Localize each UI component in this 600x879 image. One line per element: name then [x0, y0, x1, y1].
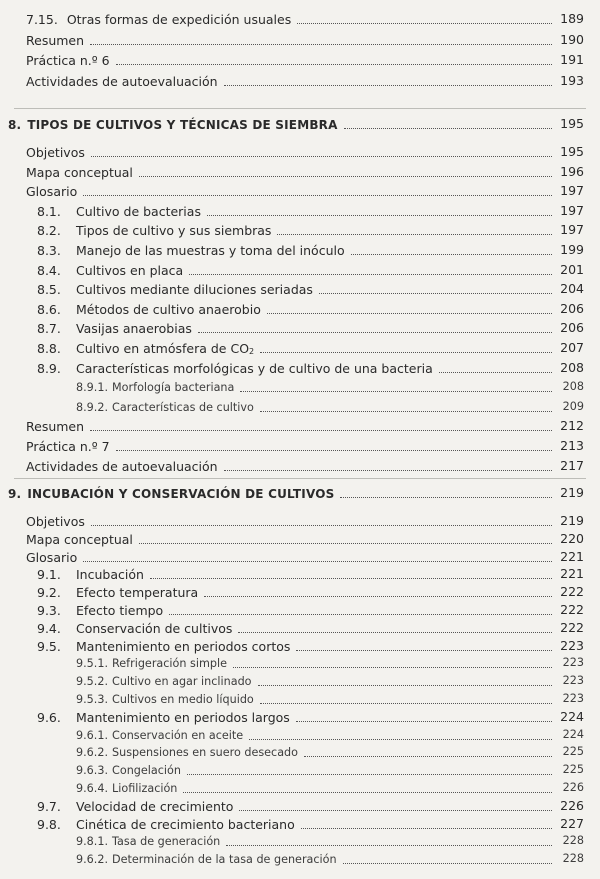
section-title: Práctica n.º 7 — [26, 439, 110, 454]
section-title: Actividades de autoevaluación — [26, 458, 218, 474]
toc-label — [37, 799, 233, 815]
toc-entry[interactable] — [0, 815, 600, 833]
dot-leader — [343, 863, 552, 864]
toc-label — [76, 380, 234, 396]
toc-label — [37, 361, 433, 377]
toc-label — [37, 263, 183, 279]
toc-entry[interactable] — [0, 143, 600, 161]
toc-label — [37, 817, 295, 833]
section-number: 9.6. — [37, 709, 61, 725]
page-number: 224 — [562, 727, 584, 741]
toc-entry[interactable] — [0, 221, 600, 239]
section-title: Mantenimiento en periodos largos — [76, 709, 290, 725]
page-number: 228 — [562, 852, 584, 866]
section-title: Cinética de crecimiento bacteriano — [76, 816, 295, 832]
dot-leader — [207, 215, 552, 216]
toc-entry[interactable] — [0, 378, 600, 396]
toc-label — [37, 243, 345, 259]
page-number: 206 — [560, 320, 584, 336]
toc-label — [26, 514, 85, 530]
dot-leader — [258, 685, 552, 686]
toc-label — [37, 567, 144, 583]
page-number: 208 — [562, 380, 584, 394]
chapter-divider — [14, 478, 586, 479]
dot-leader — [319, 293, 552, 294]
section-title: Objetivos — [26, 145, 85, 160]
dot-leader — [296, 721, 552, 722]
dot-leader — [260, 352, 552, 353]
page-number: 213 — [560, 438, 584, 453]
section-number: 9.5.2. — [76, 675, 109, 689]
section-title: Glosario — [26, 184, 78, 200]
toc-entry[interactable] — [0, 797, 600, 815]
page-number: 221 — [560, 566, 584, 582]
toc-entry[interactable] — [0, 654, 600, 672]
dot-leader — [240, 391, 552, 392]
toc-label — [26, 53, 110, 69]
section-title: Objetivos — [26, 514, 85, 529]
section-title: Cultivos mediante diluciones seriadas — [76, 282, 313, 298]
section-title: Resumen — [26, 419, 85, 435]
toc-label — [37, 204, 201, 220]
section-title: Liofilización — [112, 782, 178, 795]
page-number: 219 — [560, 513, 584, 528]
toc-label — [8, 486, 334, 502]
toc-label — [26, 145, 85, 161]
section-title: Otras formas de expedición usuales — [66, 12, 292, 27]
dot-leader — [116, 450, 552, 451]
toc-entry[interactable] — [0, 832, 600, 850]
dot-leader — [277, 234, 552, 235]
page-number: 223 — [562, 656, 584, 670]
dot-leader — [139, 176, 552, 177]
toc-entry[interactable] — [0, 359, 600, 377]
dot-leader — [297, 23, 552, 24]
dot-leader — [187, 774, 552, 775]
dot-leader — [260, 703, 552, 704]
section-title: Morfología bacteriana — [112, 381, 235, 395]
toc-entry[interactable] — [0, 761, 600, 779]
section-title: Cultivos en placa — [76, 262, 184, 278]
section-number: 8.9. — [37, 360, 61, 376]
toc-label — [37, 282, 313, 298]
section-title: Velocidad de crecimiento — [76, 798, 234, 814]
section-number: 9.5. — [37, 638, 61, 654]
section-title: Vasijas anaerobias — [76, 321, 192, 337]
section-title: Práctica n.º 6 — [26, 53, 110, 68]
chapter-heading[interactable] — [0, 484, 600, 502]
toc-label — [37, 585, 198, 601]
dot-leader — [344, 128, 552, 129]
section-number: 7.15. — [26, 12, 58, 27]
section-number: 9.4. — [37, 620, 61, 636]
dot-leader — [296, 650, 552, 651]
toc-entry[interactable] — [0, 672, 600, 690]
page-number: 195 — [560, 116, 584, 131]
toc-label — [26, 12, 291, 28]
section-title: Refrigeración simple — [112, 657, 227, 671]
toc-entry[interactable] — [0, 241, 600, 259]
page-number: 224 — [560, 708, 584, 724]
dot-leader — [301, 828, 552, 829]
toc-label — [76, 745, 298, 761]
dot-leader — [204, 596, 552, 597]
page-number: 204 — [560, 281, 584, 297]
page-number: 199 — [560, 242, 584, 257]
section-title: Congelación — [112, 764, 181, 778]
toc-label — [26, 165, 133, 181]
dot-leader — [233, 667, 552, 668]
toc-label — [37, 321, 192, 337]
section-title: Resumen — [26, 32, 85, 48]
page-number: 193 — [560, 72, 584, 88]
toc-entry[interactable] — [0, 417, 600, 435]
dot-leader — [304, 756, 552, 757]
section-number: 9.6.2. — [76, 853, 109, 867]
toc-entry[interactable] — [0, 512, 600, 530]
section-title: Conservación en aceite — [112, 728, 244, 742]
toc-entry[interactable] — [0, 339, 600, 357]
section-number: 9.8. — [37, 816, 61, 832]
dot-leader — [239, 810, 552, 811]
toc-label — [76, 852, 337, 868]
page-number: 220 — [560, 530, 584, 546]
page-number: 197 — [560, 222, 584, 238]
co2-subscript: 2 — [249, 347, 255, 356]
section-number: 8.8. — [37, 341, 61, 356]
section-title: Cultivo en agar inclinado — [112, 675, 252, 689]
page-number: 190 — [560, 31, 584, 47]
chapter-heading[interactable] — [0, 115, 600, 133]
toc-label — [76, 834, 220, 850]
section-number: 8. — [8, 118, 22, 132]
toc-entry[interactable] — [0, 280, 600, 298]
dot-leader — [91, 525, 552, 526]
page-number: 196 — [560, 163, 584, 179]
page-number: 201 — [560, 261, 584, 277]
section-number: 9.2. — [37, 585, 61, 601]
toc-label — [8, 117, 338, 133]
dot-leader — [267, 313, 552, 314]
page-number: 195 — [560, 144, 584, 159]
section-number: 8.9.1. — [76, 381, 109, 395]
section-title: Determinación de la tasa de generación — [112, 853, 337, 867]
toc-entry[interactable] — [0, 583, 600, 601]
toc-label — [76, 674, 252, 690]
section-title: Mantenimiento en periodos cortos — [76, 638, 291, 654]
section-title: Efecto temperatura — [76, 585, 199, 601]
page-number: 223 — [562, 674, 584, 688]
toc-label — [37, 710, 290, 726]
chapter-divider — [14, 108, 586, 109]
dot-leader — [83, 195, 552, 196]
page-number: 197 — [560, 183, 584, 199]
toc-label — [26, 419, 84, 435]
section-number: 8.4. — [37, 262, 61, 278]
page-number: 226 — [562, 781, 584, 794]
dot-leader — [83, 561, 552, 562]
dot-leader — [189, 274, 552, 275]
section-title: Cultivo de bacterias — [76, 203, 201, 219]
section-number: 8.5. — [37, 282, 61, 298]
dot-leader — [116, 64, 552, 65]
section-title: Tipos de cultivo y sus siembras — [76, 223, 272, 239]
toc-label — [76, 656, 227, 672]
section-title: Cultivo en atmósfera de CO — [76, 341, 250, 356]
page-number: 222 — [560, 619, 584, 635]
toc-label — [76, 692, 254, 708]
toc-label — [37, 603, 163, 619]
toc-entry[interactable] — [0, 398, 600, 416]
toc-entry[interactable] — [0, 690, 600, 708]
page-number: 206 — [560, 300, 584, 316]
section-title: Tasa de generación — [112, 835, 221, 849]
toc-label — [76, 728, 243, 744]
page-number: 191 — [560, 52, 584, 67]
section-title: TIPOS DE CULTIVOS Y TÉCNICAS DE SIEMBRA — [27, 118, 338, 132]
dot-leader — [150, 578, 552, 579]
toc-label — [26, 33, 84, 49]
section-title: Glosario — [26, 549, 78, 565]
dot-leader — [224, 470, 552, 471]
section-number: 9.6.3. — [76, 764, 109, 778]
dot-leader — [183, 792, 552, 793]
section-number: 8.1. — [37, 203, 61, 219]
section-number: 8.7. — [37, 321, 61, 337]
dot-leader — [340, 497, 552, 498]
section-number: 8.3. — [37, 243, 61, 258]
toc-label — [26, 459, 218, 475]
toc-entry[interactable] — [0, 72, 600, 90]
toc-entry[interactable] — [0, 31, 600, 49]
dot-leader — [260, 411, 552, 412]
page-number: 212 — [560, 418, 584, 434]
dot-leader — [439, 372, 552, 373]
page-number: 207 — [560, 340, 584, 355]
page-number: 223 — [560, 637, 584, 653]
toc-label — [26, 439, 110, 455]
toc-entry[interactable] — [0, 182, 600, 200]
toc-entry[interactable] — [0, 530, 600, 548]
toc-label — [76, 400, 254, 416]
page-number: 217 — [560, 457, 584, 473]
toc-entry[interactable] — [0, 708, 600, 726]
section-number: 9.7. — [37, 798, 61, 814]
section-title: Mapa conceptual — [26, 164, 133, 180]
toc-entry[interactable] — [0, 437, 600, 455]
toc-entry[interactable] — [0, 261, 600, 279]
toc-entry[interactable] — [0, 163, 600, 181]
toc-label — [76, 781, 177, 797]
toc-label — [37, 302, 261, 318]
section-title: Efecto tiempo — [76, 603, 164, 618]
page-number: 222 — [560, 584, 584, 600]
section-number: 8.6. — [37, 301, 61, 317]
dot-leader — [226, 845, 552, 846]
section-title: Incubación — [76, 567, 144, 583]
section-number: 9.8.1. — [76, 835, 109, 849]
dot-leader — [90, 430, 552, 431]
dot-leader — [351, 254, 552, 255]
section-number: 9.6.1. — [76, 728, 109, 742]
page-number: 197 — [560, 202, 584, 218]
section-title: Métodos de cultivo anaerobio — [76, 301, 261, 317]
dot-leader — [249, 739, 552, 740]
section-title: Manejo de las muestras y toma del inóculo — [76, 243, 345, 258]
section-title: Características de cultivo — [112, 400, 254, 414]
section-number: 9.5.3. — [76, 693, 109, 706]
section-number: 8.2. — [37, 223, 61, 239]
dot-leader — [198, 332, 552, 333]
dot-leader — [224, 85, 552, 86]
toc-label — [26, 550, 77, 566]
section-title: Conservación de cultivos — [76, 620, 233, 636]
toc-entry[interactable] — [0, 319, 600, 337]
toc-entry[interactable] — [0, 743, 600, 761]
dot-leader — [238, 632, 552, 633]
section-number: 9.6.2. — [76, 746, 109, 760]
section-number: 9. — [8, 487, 22, 501]
toc-entry[interactable] — [0, 457, 600, 475]
toc-label — [26, 184, 77, 200]
section-number: 8.9.2. — [76, 400, 109, 414]
page-number: 226 — [560, 797, 584, 813]
section-title: Cultivos en medio líquido — [112, 693, 254, 706]
page-number: 219 — [560, 485, 584, 500]
section-number: 9.5.1. — [76, 657, 109, 671]
toc-label — [37, 621, 232, 637]
toc-label — [37, 223, 271, 239]
toc-entry[interactable] — [0, 726, 600, 744]
dot-leader — [169, 614, 552, 615]
page-number: 189 — [560, 11, 584, 26]
page-number: 225 — [562, 763, 584, 777]
toc-entry[interactable] — [0, 300, 600, 318]
section-number: 9.3. — [37, 603, 61, 618]
toc-entry[interactable] — [0, 202, 600, 220]
section-title: Actividades de autoevaluación — [26, 73, 218, 89]
page-number: 225 — [562, 745, 584, 759]
page-number: 228 — [562, 834, 584, 848]
toc-entry[interactable] — [0, 601, 600, 619]
section-number: 9.6.4. — [76, 782, 109, 795]
section-title: Suspensiones en suero desecado — [112, 746, 299, 760]
section-title: INCUBACIÓN Y CONSERVACIÓN DE CULTIVOS — [27, 487, 335, 501]
toc-entry[interactable] — [0, 779, 600, 797]
toc-label — [76, 763, 181, 779]
page-number: 222 — [560, 602, 584, 617]
toc-label — [37, 341, 254, 357]
toc-entry[interactable] — [0, 548, 600, 566]
section-title: Mapa conceptual — [26, 531, 133, 547]
toc-entry[interactable] — [0, 850, 600, 868]
dot-leader — [91, 156, 552, 157]
toc-entry[interactable] — [0, 637, 600, 655]
toc-label — [26, 532, 133, 548]
dot-leader — [90, 44, 552, 45]
dot-leader — [139, 543, 552, 544]
toc-label — [37, 639, 290, 655]
page-number: 223 — [562, 692, 584, 705]
page-number: 227 — [560, 815, 584, 831]
section-number: 9.1. — [37, 567, 61, 583]
toc-entry[interactable] — [0, 51, 600, 69]
section-title: Características morfológicas y de cultivo de una bacteria — [76, 360, 433, 376]
page-number: 221 — [560, 548, 584, 564]
page-number: 208 — [560, 359, 584, 375]
toc-entry[interactable] — [0, 10, 600, 28]
page-number: 209 — [562, 399, 584, 413]
toc-entry[interactable] — [0, 619, 600, 637]
toc-entry[interactable] — [0, 565, 600, 583]
toc-label — [26, 74, 218, 90]
